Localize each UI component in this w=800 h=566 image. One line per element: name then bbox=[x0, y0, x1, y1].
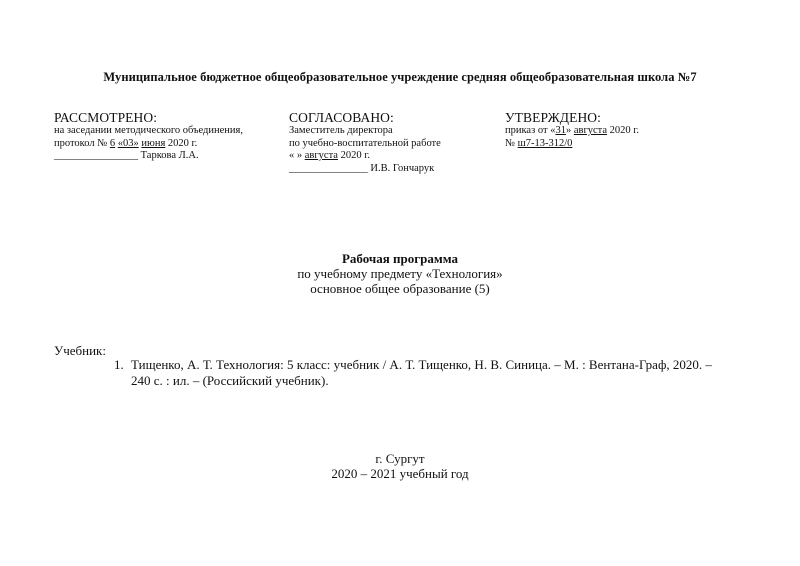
signer-name: И.В. Гончарук bbox=[367, 162, 435, 174]
reviewed-signature-line bbox=[54, 150, 243, 163]
approval-reviewed-block bbox=[54, 110, 243, 163]
order-prefix: приказ от « bbox=[505, 125, 556, 136]
textbook-label: Учебник: bbox=[54, 343, 106, 358]
reviewed-line1: на заседании методического объединения, bbox=[54, 125, 243, 136]
order-month: августа bbox=[573, 125, 608, 136]
protocol-day: «03» bbox=[117, 137, 139, 149]
approved-label: УТВЕРЖДЕНО: bbox=[505, 110, 601, 125]
approval-approved-block bbox=[505, 110, 639, 150]
protocol-year: 2020 г. bbox=[165, 137, 198, 149]
list-item-number: 1. bbox=[114, 357, 124, 372]
order-year: 2020 г. bbox=[607, 125, 640, 136]
signature-blank: _______________ bbox=[289, 162, 368, 174]
approved-order-line bbox=[505, 125, 639, 138]
program-block bbox=[0, 251, 800, 296]
program-title: Рабочая программа bbox=[341, 251, 459, 266]
protocol-number: 6 bbox=[109, 137, 116, 149]
city: г. Сургут bbox=[375, 451, 425, 466]
order-day-close: » bbox=[565, 125, 574, 136]
list-item bbox=[114, 357, 754, 389]
list-item-text-line2: 240 с. : ил. – (Российский учебник). bbox=[131, 373, 329, 388]
institution-title: Муниципальное бюджетное общеобразовательное учреждение средняя общеобразовательная школа №7 bbox=[103, 70, 697, 84]
textbook-list bbox=[114, 357, 754, 389]
reviewed-protocol-line bbox=[54, 138, 243, 151]
reviewed-label: РАССМОТРЕНО: bbox=[54, 110, 158, 125]
agreed-line1: Заместитель директора bbox=[289, 125, 393, 136]
agreed-date-line bbox=[289, 150, 441, 163]
number-prefix: № bbox=[505, 137, 518, 149]
agreed-year: 2020 г. bbox=[337, 150, 370, 161]
protocol-month: июня bbox=[141, 137, 166, 149]
agreed-day: « » bbox=[289, 150, 305, 161]
approved-number-line bbox=[505, 138, 639, 151]
signature-blank: ________________ bbox=[54, 150, 138, 161]
list-item-text bbox=[127, 357, 754, 389]
program-subject: по учебному предмету «Технология» bbox=[297, 266, 503, 281]
agreed-label: СОГЛАСОВАНО: bbox=[289, 110, 394, 125]
agreed-month: августа bbox=[304, 150, 338, 161]
order-day: 31 bbox=[555, 125, 566, 136]
academic-year: 2020 – 2021 учебный год bbox=[331, 466, 469, 481]
order-number: ш7-13-312/0 bbox=[517, 137, 573, 149]
signer-name: Таркова Л.А. bbox=[138, 150, 199, 161]
approval-agreed-block bbox=[289, 110, 441, 175]
agreed-signature-line bbox=[289, 163, 441, 176]
agreed-line2: по учебно-воспитательной работе bbox=[289, 137, 441, 149]
list-item-text-line1: Тищенко, А. Т. Технология: 5 класс: учебник / А. Т. Тищенко, Н. В. Синица. – М. : Вентана-Граф, 2020. – bbox=[131, 357, 712, 372]
protocol-prefix: протокол № bbox=[54, 137, 110, 149]
program-level: основное общее образование (5) bbox=[310, 281, 490, 296]
footer-block bbox=[0, 451, 800, 481]
